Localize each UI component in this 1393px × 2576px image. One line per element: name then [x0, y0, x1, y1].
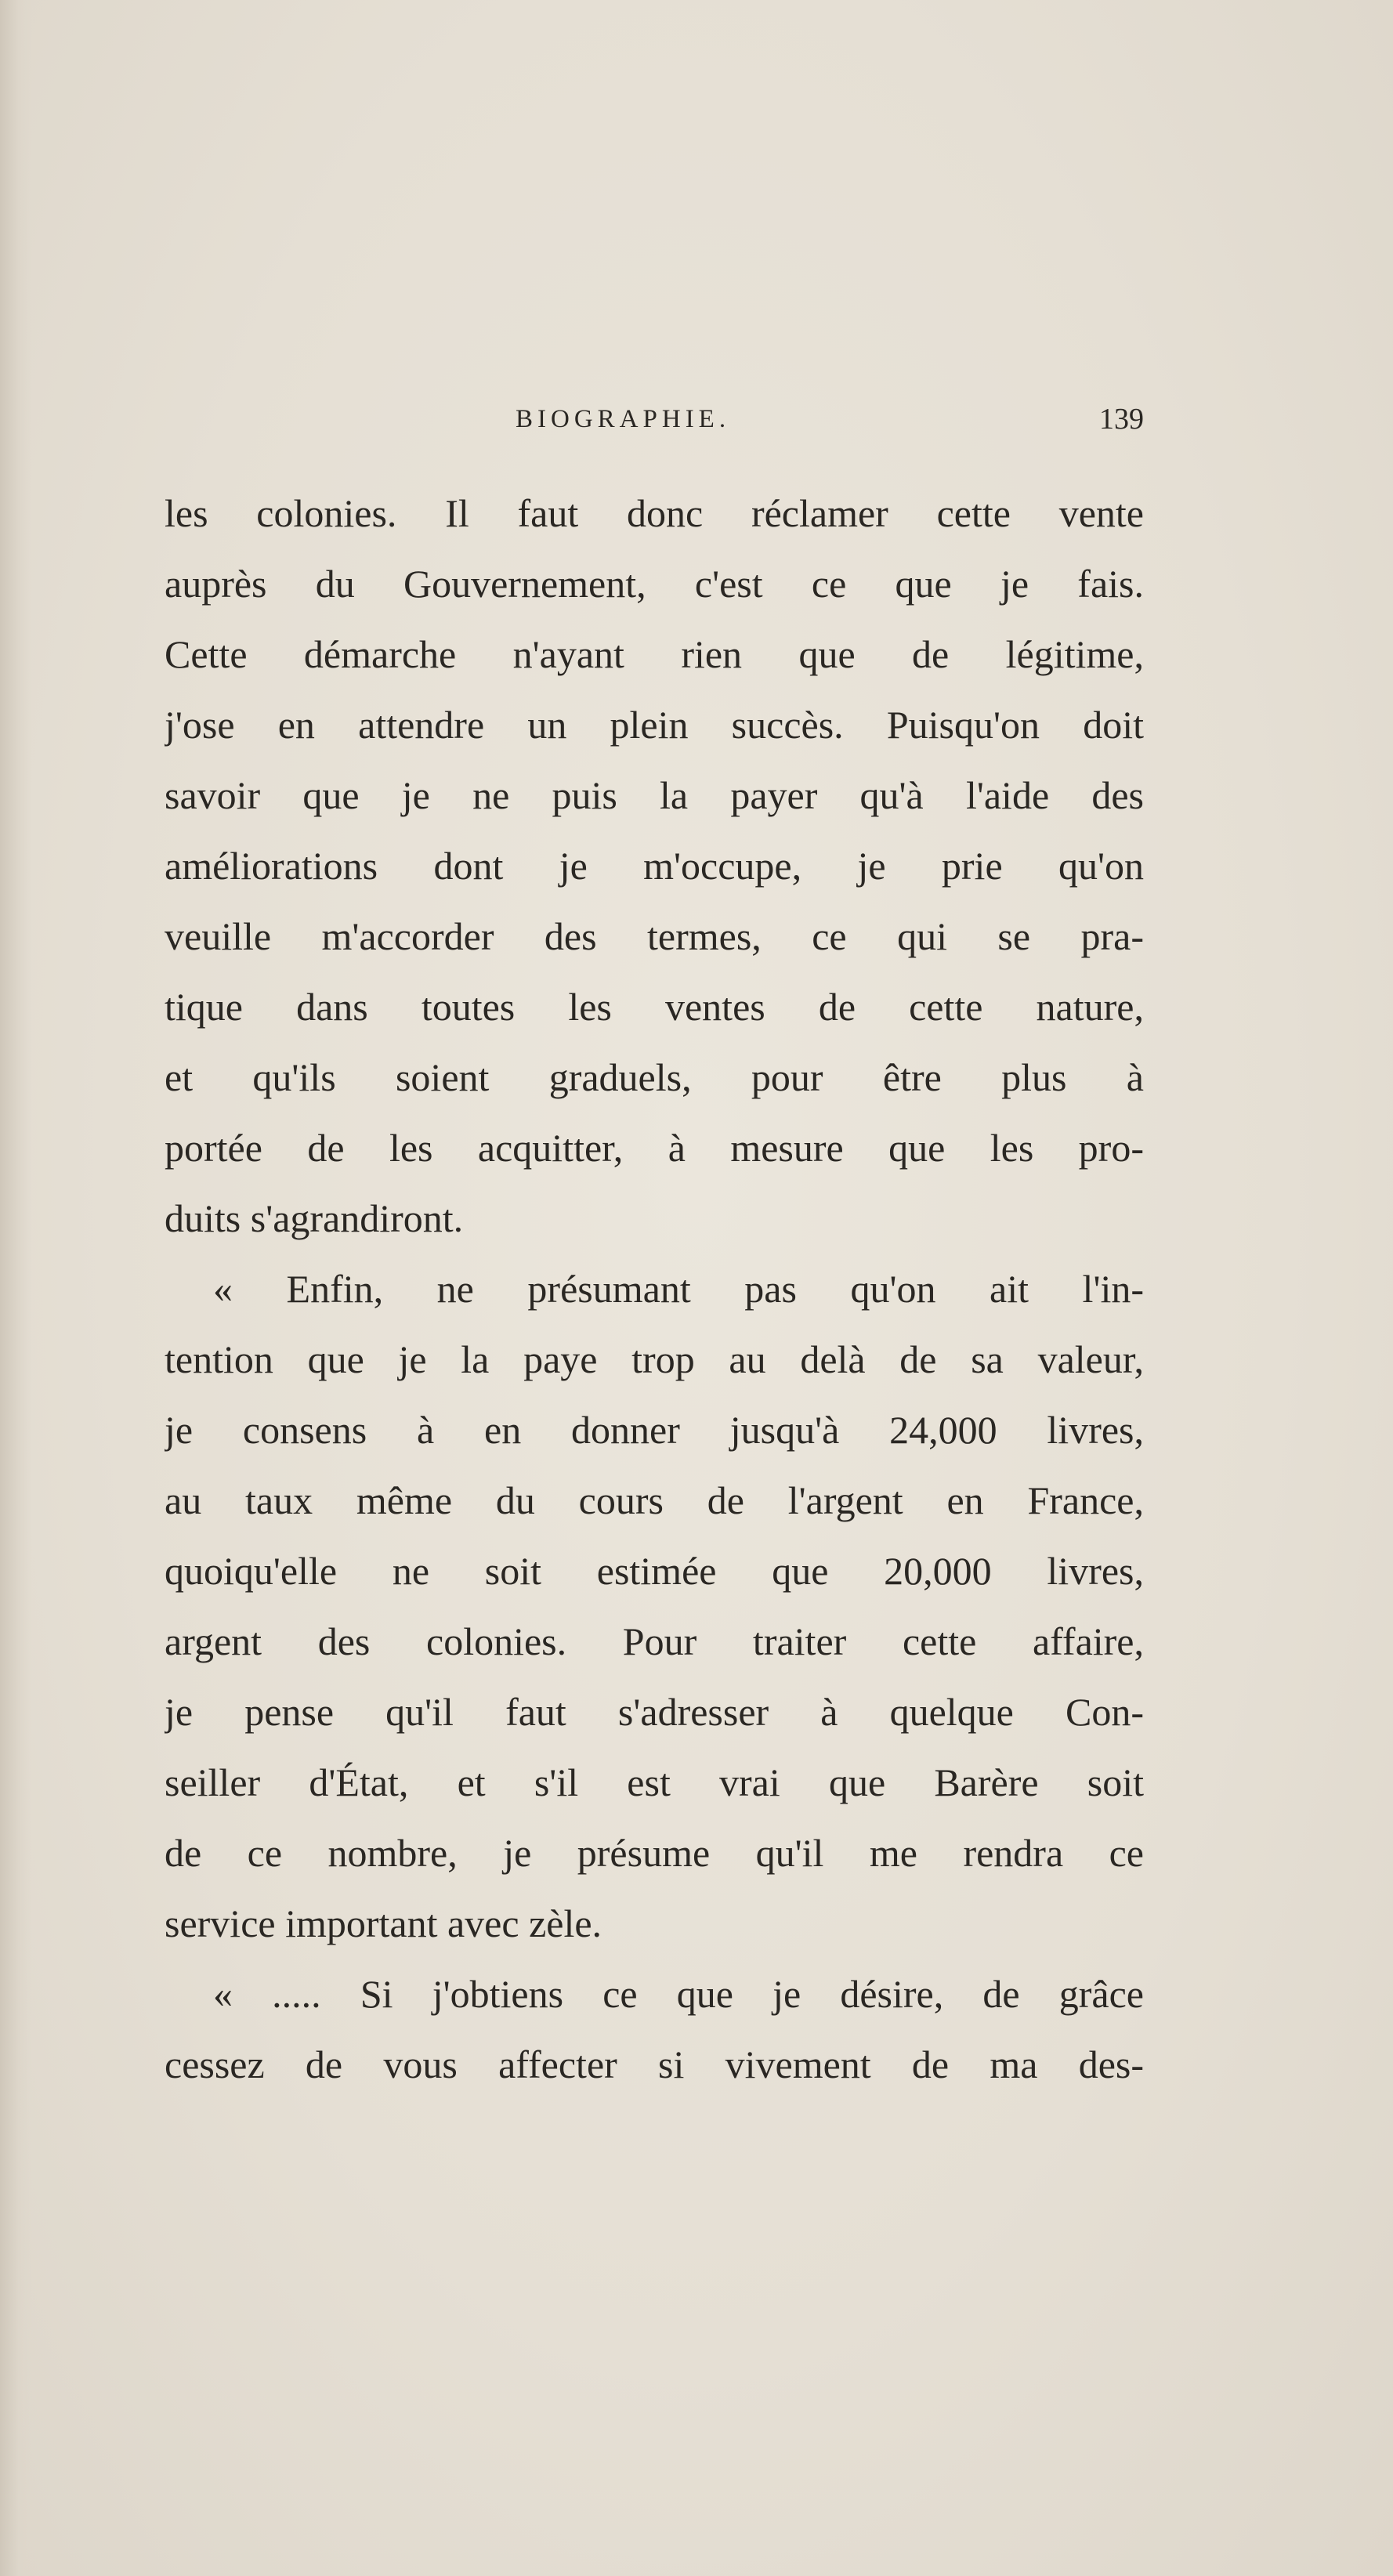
- text-line: veuille m'accorder des termes, ce qui se pra-: [165, 914, 1144, 958]
- text-line: « ..... Si j'obtiens ce que je désire, de grâce: [213, 1972, 1144, 2016]
- text-line: Cette démarche n'ayant rien que de légitime,: [165, 632, 1144, 676]
- text-line: les colonies. Il faut donc réclamer cette vente: [165, 491, 1144, 535]
- text-line: je consens à en donner jusqu'à 24,000 livres,: [165, 1408, 1144, 1452]
- page-number: 139: [1099, 403, 1144, 436]
- text-line: service important avec zèle.: [165, 1901, 602, 1945]
- text-line: tique dans toutes les ventes de cette nature,: [165, 985, 1144, 1029]
- body-text: [165, 478, 1144, 2100]
- text-line: cessez de vous affecter si vivement de ma des-: [165, 2042, 1144, 2086]
- text-line: seiller d'État, et s'il est vrai que Barère soit: [165, 1760, 1144, 1804]
- text-line: auprès du Gouvernement, c'est ce que je fais.: [165, 562, 1144, 606]
- text-line: au taux même du cours de l'argent en France,: [165, 1478, 1144, 1522]
- text-line: je pense qu'il faut s'adresser à quelque Con-: [165, 1690, 1144, 1734]
- text-line: duits s'agrandiront.: [165, 1196, 464, 1240]
- text-line: savoir que je ne puis la payer qu'à l'aide des: [165, 773, 1144, 817]
- text-line: argent des colonies. Pour traiter cette affaire,: [165, 1619, 1144, 1663]
- text-line: « Enfin, ne présumant pas qu'on ait l'in-: [213, 1267, 1144, 1311]
- text-line: et qu'ils soient graduels, pour être plus à: [165, 1055, 1144, 1099]
- text-line: de ce nombre, je présume qu'il me rendra ce: [165, 1831, 1144, 1875]
- page-header: [165, 396, 1144, 443]
- text-line: portée de les acquitter, à mesure que les pro-: [165, 1126, 1144, 1170]
- text-line: améliorations dont je m'occupe, je prie qu'on: [165, 844, 1144, 888]
- text-line: j'ose en attendre un plein succès. Puisqu'on doit: [165, 703, 1144, 747]
- binding-shadow: [0, 0, 31, 2576]
- running-head: BIOGRAPHIE.: [516, 405, 731, 433]
- text-line: tention que je la paye trop au delà de sa valeur,: [165, 1337, 1144, 1381]
- text-line: quoiqu'elle ne soit estimée que 20,000 livres,: [165, 1549, 1144, 1593]
